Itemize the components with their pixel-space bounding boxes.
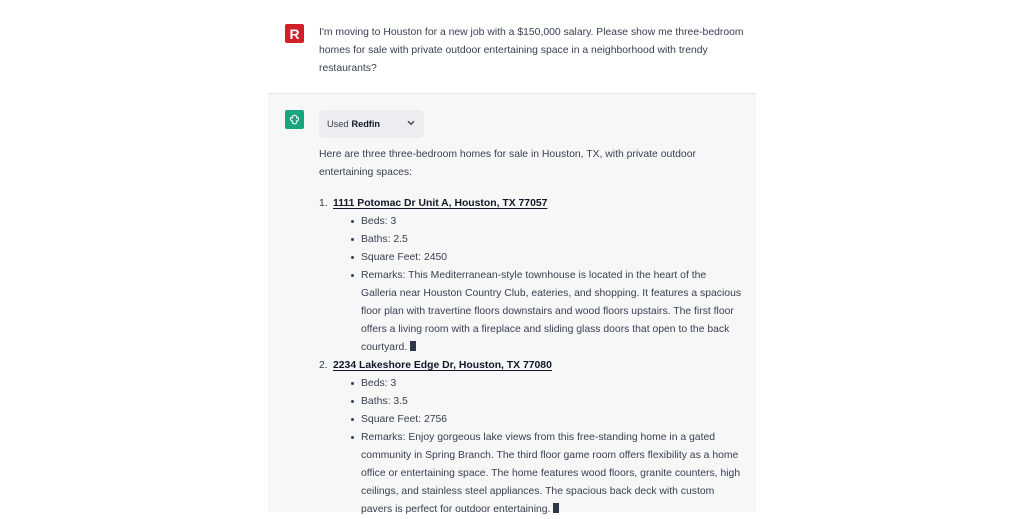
listing-beds: Beds: 3: [361, 375, 744, 393]
assistant-intro: Here are three three-bedroom homes for sale in Houston, TX, with private outdoor entertaining spaces:: [319, 149, 696, 178]
listing-remarks: Remarks: This Mediterranean-style townhouse is located in the heart of the Galleria near Houston Country Club, eateries, and shopping. It features a spacious floor plan with travertine floors downstairs and wood floors upstairs. The first floor offers a living room with a fireplace and sliding glass doors that open to the back courtyard.: [361, 267, 744, 357]
listings-list: [319, 195, 744, 519]
used-redfin-plugin-button[interactable]: [319, 110, 424, 138]
plugin-name: Redfin: [351, 119, 381, 129]
used-label: Used: [327, 119, 349, 129]
user-avatar: [285, 24, 304, 43]
listing-item: [319, 357, 744, 519]
listing-address-link[interactable]: 2234 Lakeshore Edge Dr, Houston, TX 77080: [333, 360, 552, 371]
redfin-logo-letter: R: [289, 25, 300, 42]
listing-number: 1.: [319, 198, 328, 209]
listing-item: [319, 195, 744, 357]
user-message-text: I'm moving to Houston for a new job with a $150,000 salary. Please show me three-bedroom homes for sale with private outdoor entertaining space in a neighborhood with trendy restaurants?: [319, 27, 744, 74]
assistant-message-content: [319, 146, 744, 519]
listing-remarks: Remarks: Enjoy gorgeous lake views from this free-standing home in a gated community in Spring Branch. The third floor game room offers flexibility as a home office or entertaining space. The home features wood floors, granite counters, high ceilings, and stainless steel appliances. The spacious back deck with custom pavers is perfect for outdoor entertaining.: [361, 429, 744, 519]
chevron-down-icon: [407, 120, 415, 126]
listing-details: [333, 375, 744, 519]
assistant-avatar: [285, 110, 304, 129]
listing-sqft: Square Feet: 2450: [361, 249, 744, 267]
listing-beds: Beds: 3: [361, 213, 744, 231]
listing-baths: Baths: 3.5: [361, 393, 744, 411]
openai-logo-icon: [288, 113, 301, 126]
listing-details: [333, 213, 744, 357]
typing-cursor: [410, 341, 416, 351]
listing-baths: Baths: 2.5: [361, 231, 744, 249]
listing-sqft: Square Feet: 2756: [361, 411, 744, 429]
listing-number: 2.: [319, 360, 328, 371]
listing-address-link[interactable]: 1111 Potomac Dr Unit A, Houston, TX 77057: [333, 198, 548, 209]
